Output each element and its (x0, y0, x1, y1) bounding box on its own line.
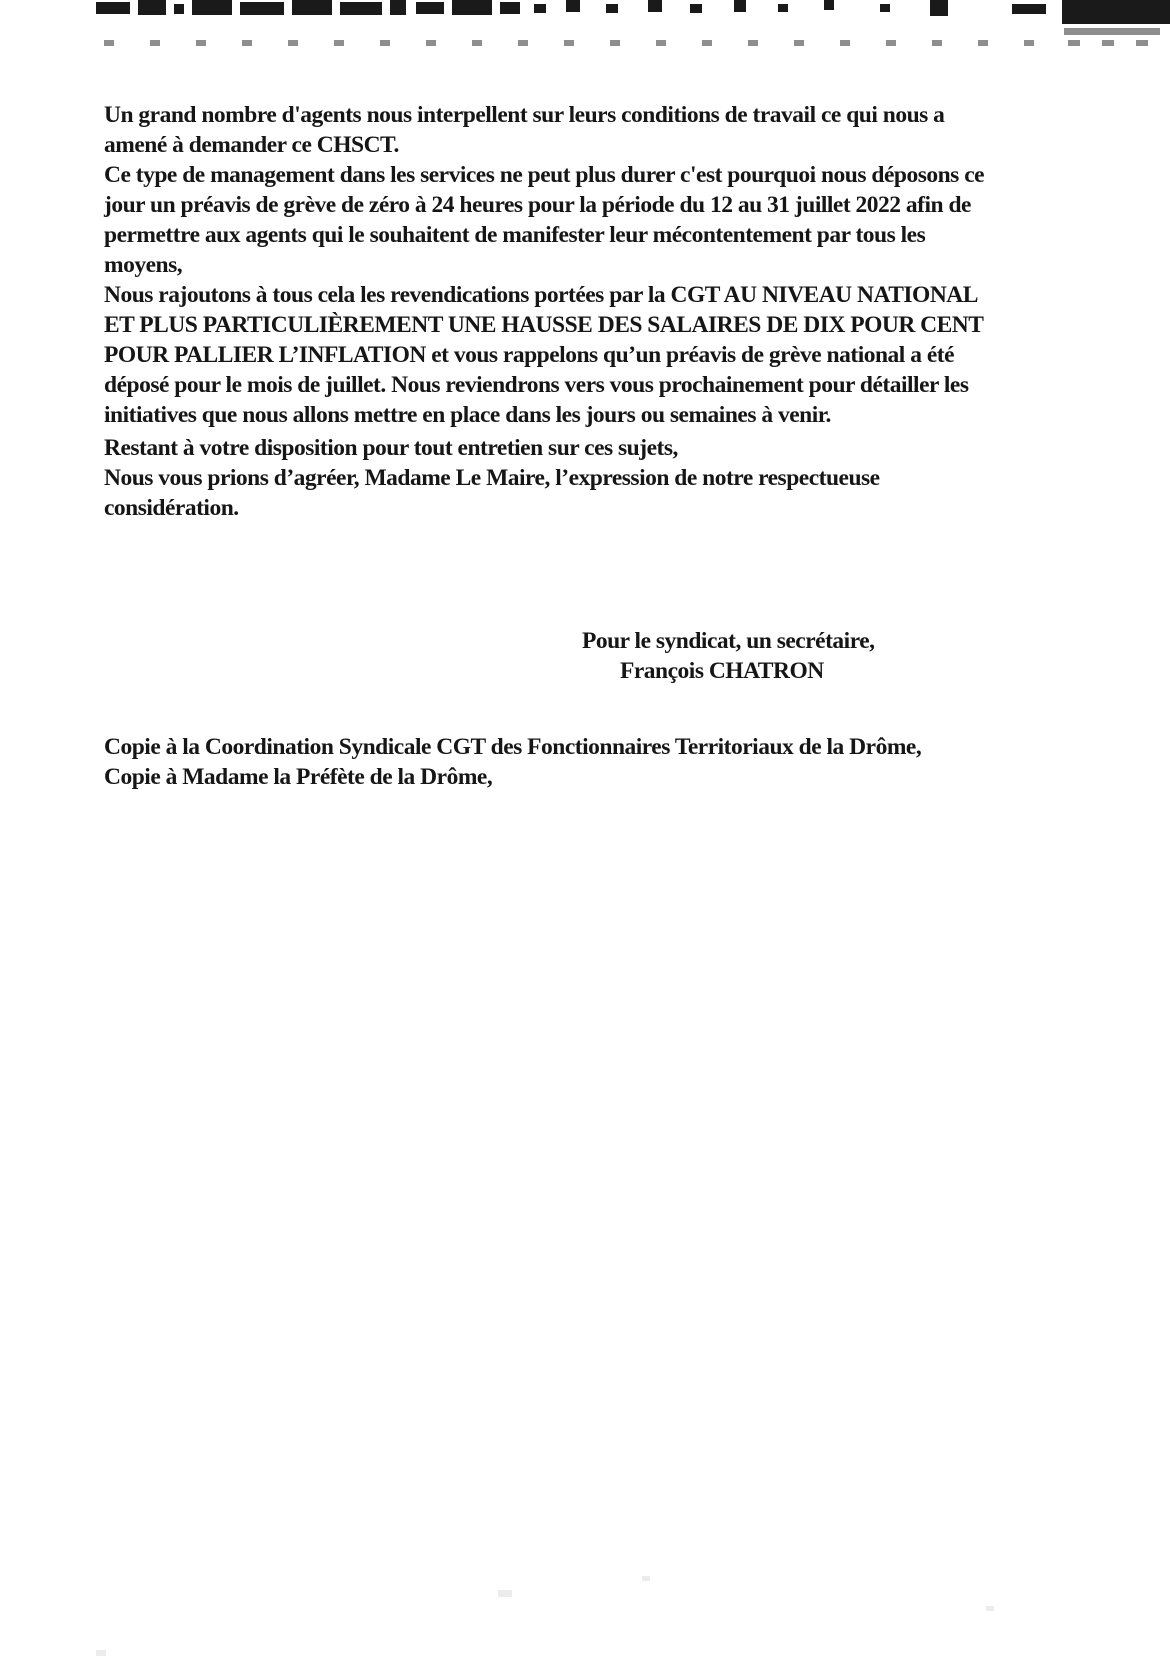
text-line: jour un préavis de grève de zéro à 24 heures pour la période du 12 au 31 juillet 2022 afin de (104, 192, 971, 218)
text-line: Pour le syndicat, un secrétaire, (582, 628, 875, 654)
text-line: considération. (104, 495, 239, 521)
text-line: ET PLUS PARTICULIÈREMENT UNE HAUSSE DES SALAIRES DE DIX POUR CENT (104, 312, 984, 338)
letter-body (104, 100, 984, 430)
copy-notes (104, 732, 921, 792)
signature-block (582, 626, 875, 686)
text-line: déposé pour le mois de juillet. Nous reviendrons vers vous prochainement pour détailler les (104, 372, 969, 398)
text-line: POUR PALLIER L’INFLATION et vous rappelons qu’un préavis de grève national a été (104, 342, 955, 368)
text-line: Nous rajoutons à tous cela les revendications portées par la CGT AU NIVEAU NATIONAL (104, 282, 978, 308)
text-line: Restant à votre disposition pour tout entretien sur ces sujets, (104, 435, 678, 461)
text-line: François CHATRON (620, 658, 824, 684)
text-line: amené à demander ce CHSCT. (104, 132, 399, 158)
text-line: Un grand nombre d'agents nous interpellent sur leurs conditions de travail ce qui nous a (104, 102, 945, 128)
text-line: Ce type de management dans les services ne peut plus durer c'est pourquoi nous déposons ce (104, 162, 985, 188)
text-line: Nous vous prions d’agréer, Madame Le Maire, l’expression de notre respectueuse (104, 465, 880, 491)
letter-closing (104, 433, 880, 523)
text-line: moyens, (104, 252, 183, 278)
text-line: Copie à la Coordination Syndicale CGT des Fonctionnaires Territoriaux de la Drôme, (104, 734, 922, 760)
text-line: Copie à Madame la Préfète de la Drôme, (104, 764, 493, 790)
text-line: initiatives que nous allons mettre en place dans les jours ou semaines à venir. (104, 402, 831, 428)
text-line: permettre aux agents qui le souhaitent de manifester leur mécontentement par tous les (104, 222, 926, 248)
